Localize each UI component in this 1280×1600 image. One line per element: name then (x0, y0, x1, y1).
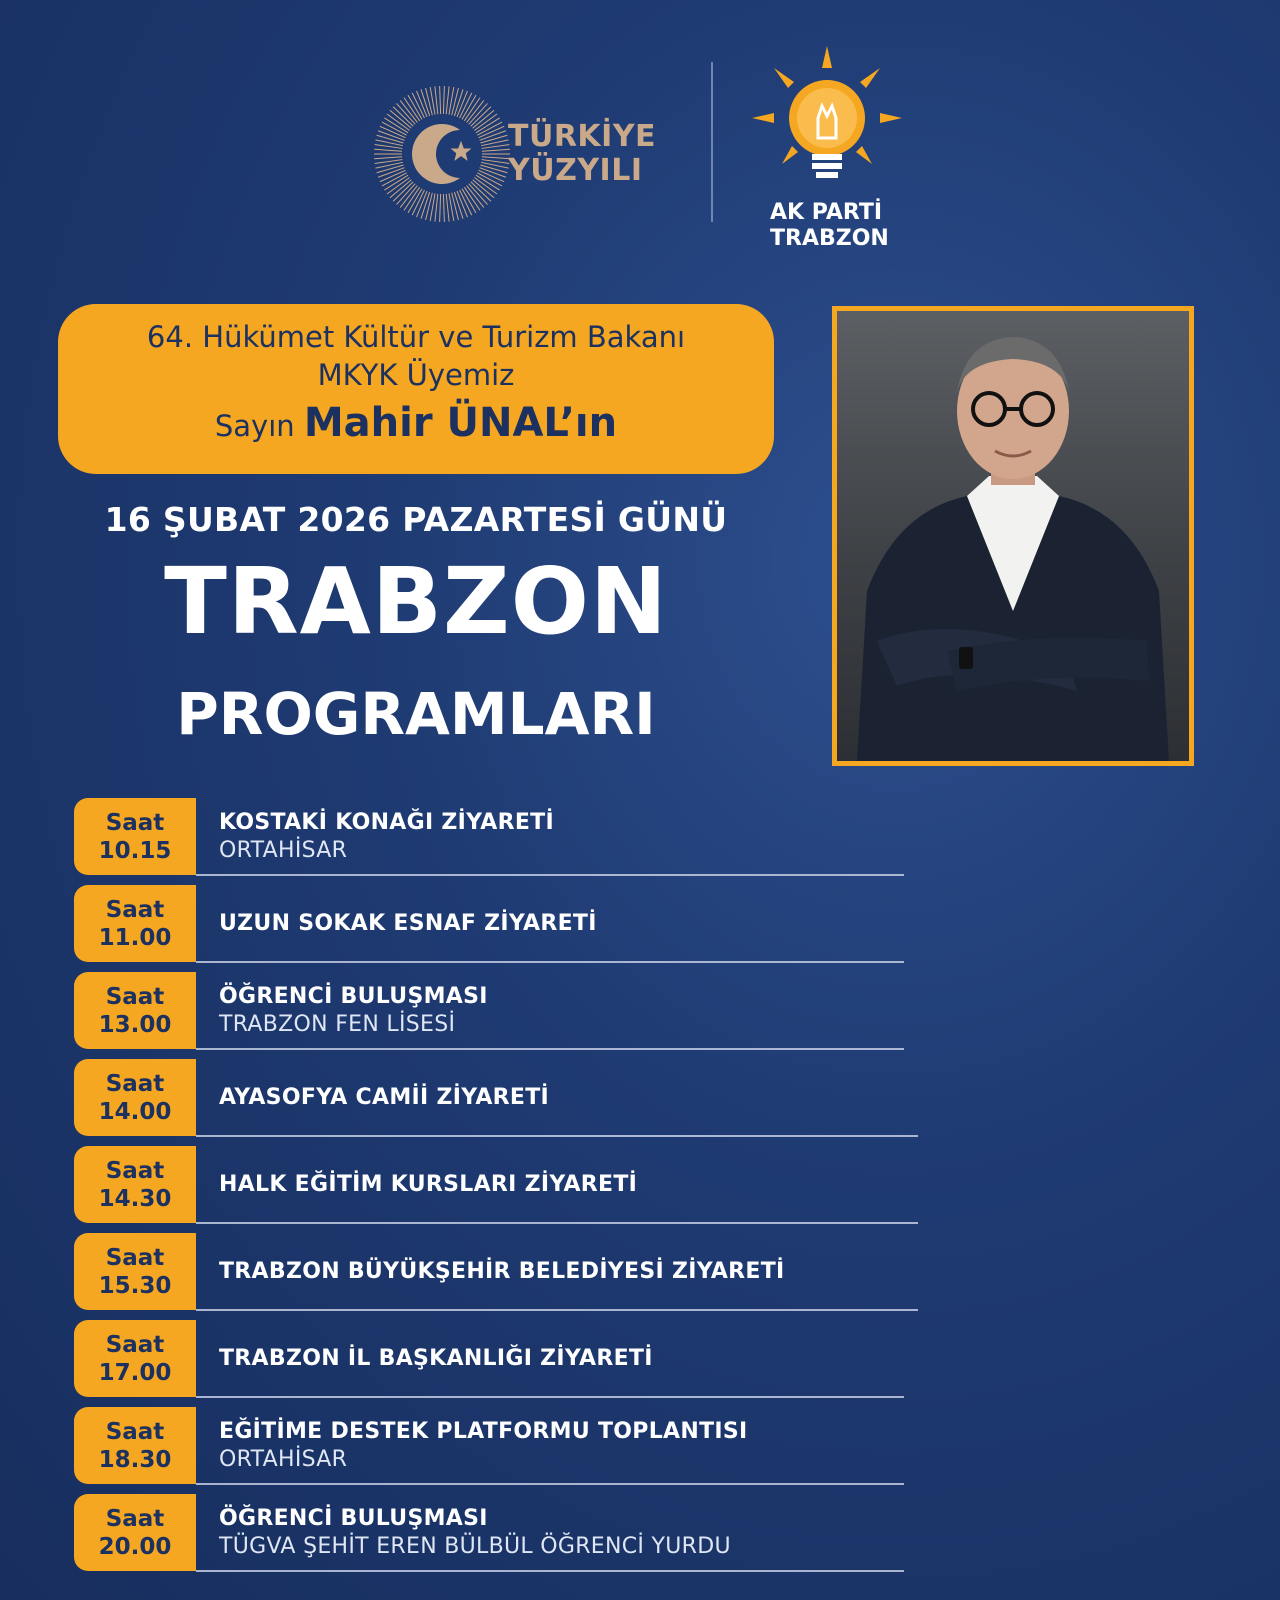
title-position: 64. Hükümet Kültür ve Turizm Bakanı (146, 320, 686, 354)
time-badge (74, 1320, 196, 1397)
schedule-row (74, 1059, 974, 1146)
time-label: Saat (105, 1505, 165, 1532)
programs-subtitle: PROGRAMLARI (176, 680, 656, 748)
event-title: EĞİTİME DESTEK PLATFORMU TOPLANTISI (219, 1418, 748, 1444)
time-value: 15.30 (98, 1272, 172, 1299)
time-value: 14.30 (98, 1185, 172, 1212)
time-value: 13.00 (98, 1011, 172, 1038)
portrait-figure-icon (837, 311, 1189, 761)
title-honorific: Sayın (214, 409, 295, 443)
event-details (219, 1059, 549, 1136)
schedule-row (74, 885, 974, 972)
schedule-row (74, 1146, 974, 1233)
time-badge (74, 885, 196, 962)
ak-parti-wordmark (770, 200, 889, 252)
time-value: 17.00 (98, 1359, 172, 1386)
schedule-list (74, 798, 974, 1581)
turkiye-yuzyili-wordmark (508, 120, 656, 188)
row-divider (196, 1309, 918, 1311)
time-badge (74, 1059, 196, 1136)
event-location: ORTAHİSAR (219, 1446, 348, 1472)
row-divider (196, 1048, 904, 1050)
event-location: ORTAHİSAR (219, 837, 348, 863)
schedule-row (74, 798, 974, 885)
event-title: UZUN SOKAK ESNAF ZİYARETİ (219, 910, 597, 936)
event-details (219, 1494, 731, 1571)
time-label: Saat (105, 896, 165, 923)
time-value: 11.00 (98, 924, 172, 951)
turkiye-yuzyili-logo-icon (372, 84, 512, 224)
event-details (219, 1146, 637, 1223)
event-date: 16 ŞUBAT 2026 PAZARTESİ GÜNÜ (104, 500, 728, 539)
event-details (219, 1320, 653, 1397)
time-label: Saat (105, 809, 165, 836)
time-label: Saat (105, 983, 165, 1010)
time-value: 18.30 (98, 1446, 172, 1473)
schedule-row (74, 1494, 974, 1581)
time-value: 10.15 (98, 837, 172, 864)
event-title: AYASOFYA CAMİİ ZİYARETİ (219, 1084, 550, 1110)
ak-parti-bulb-icon (752, 46, 902, 196)
time-badge (74, 972, 196, 1049)
row-divider (196, 1483, 904, 1485)
time-label: Saat (105, 1418, 165, 1445)
row-divider (196, 961, 904, 963)
title-name: Mahir ÜNAL’ın (303, 400, 618, 446)
event-details (219, 1407, 748, 1484)
time-value: 14.00 (98, 1098, 172, 1125)
event-title: ÖĞRENCİ BULUŞMASI (219, 983, 488, 1009)
time-badge (74, 1494, 196, 1571)
ak-parti-line1: AK PARTİ (770, 200, 883, 225)
time-label: Saat (105, 1331, 165, 1358)
event-title: ÖĞRENCİ BULUŞMASI (219, 1505, 488, 1531)
ak-parti-line2: TRABZON (770, 226, 889, 251)
event-details (219, 798, 554, 875)
row-divider (196, 1570, 904, 1572)
row-divider (196, 1222, 918, 1224)
portrait-photo (832, 306, 1194, 766)
turkiye-wordmark-line2: YÜZYILI (508, 153, 643, 188)
event-title: TRABZON İL BAŞKANLIĞI ZİYARETİ (219, 1345, 653, 1371)
turkiye-wordmark-line1: TÜRKİYE (508, 119, 657, 154)
row-divider (196, 1135, 918, 1137)
event-details (219, 885, 597, 962)
event-location: TRABZON FEN LİSESİ (219, 1011, 456, 1037)
time-value: 20.00 (98, 1533, 172, 1560)
event-title: KOSTAKİ KONAĞI ZİYARETİ (219, 809, 554, 835)
time-badge (74, 1407, 196, 1484)
time-label: Saat (105, 1157, 165, 1184)
title-badge (58, 304, 774, 474)
schedule-row (74, 1407, 974, 1494)
event-title: TRABZON BÜYÜKŞEHİR BELEDİYESİ ZİYARETİ (219, 1258, 785, 1284)
event-title: HALK EĞİTİM KURSLARI ZİYARETİ (219, 1171, 638, 1197)
schedule-row (74, 972, 974, 1059)
event-details (219, 1233, 785, 1310)
row-divider (196, 1396, 904, 1398)
title-name-line (58, 400, 774, 446)
schedule-row (74, 1320, 974, 1407)
time-badge (74, 1233, 196, 1310)
event-details (219, 972, 488, 1049)
title-role: MKYK Üyemiz (317, 358, 515, 392)
city-title: TRABZON (164, 548, 668, 655)
time-label: Saat (105, 1070, 165, 1097)
schedule-row (74, 1233, 974, 1320)
time-badge (74, 798, 196, 875)
event-location: TÜGVA ŞEHİT EREN BÜLBÜL ÖĞRENCİ YURDU (219, 1533, 731, 1559)
time-badge (74, 1146, 196, 1223)
header-divider (711, 62, 713, 222)
row-divider (196, 874, 904, 876)
time-label: Saat (105, 1244, 165, 1271)
